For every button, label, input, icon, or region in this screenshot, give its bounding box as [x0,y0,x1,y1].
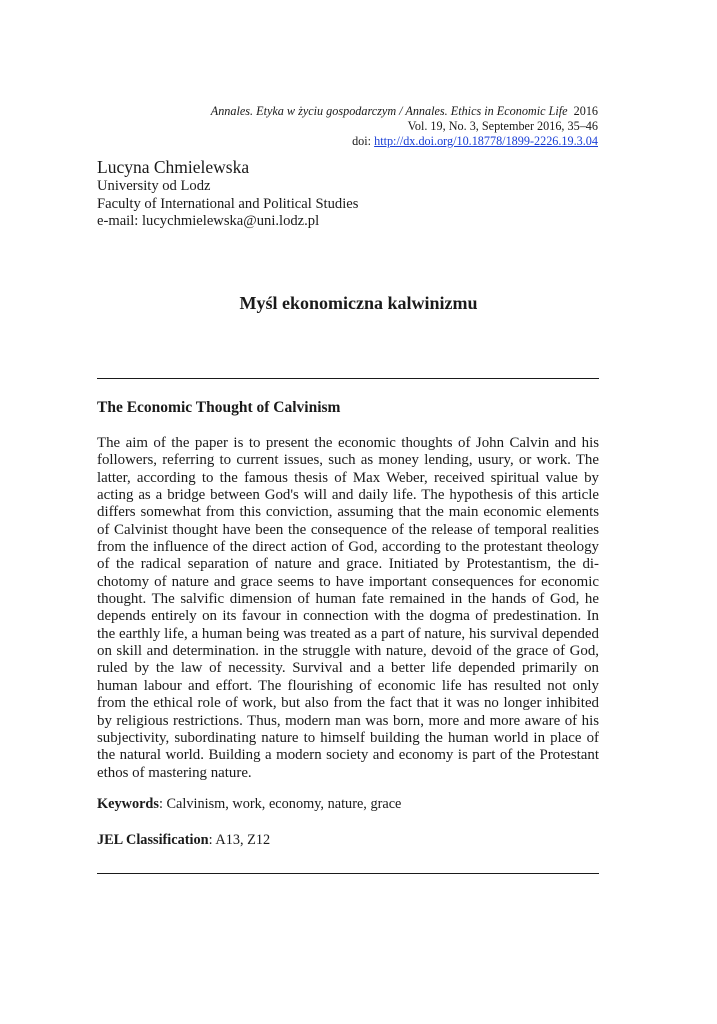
doi-line [211,134,598,149]
keywords-line: Keywords: Calvinism, work, economy, nature, grace [97,796,402,812]
journal-year: 2016 [573,104,598,118]
journal-title: Annales. Etyka w życiu gospodarczym / Annales. Ethics in Economic Life [210,104,568,118]
jel-classification-line: JEL Classification: A13, Z12 [97,832,271,848]
article-title-english: The Economic Thought of Calvinism [97,399,341,416]
doi-label: doi: [352,134,372,148]
author-name: Lucyna Chmielewska [97,157,250,177]
jel-label: JEL Classification [97,832,209,848]
journal-header [211,104,598,149]
journal-line [211,104,598,119]
keywords-value: Calvinism, work, economy, nature, grace [166,796,402,812]
author-faculty: Faculty of International and Political Studies [97,195,359,212]
volume-line: Vol. 19, No. 3, September 2016, 35–46 [407,119,598,133]
article-title-polish: Myśl ekonomiczna kalwinizmu [239,293,478,313]
jel-value: A13, Z12 [215,832,271,848]
bottom-divider [97,873,599,874]
top-divider [97,378,599,379]
keywords-label: Keywords [97,796,159,812]
doi-link[interactable]: http://dx.doi.org/10.18778/1899-2226.19.3.04 [374,134,598,148]
author-block [97,156,358,231]
author-university: University od Lodz [97,178,211,194]
author-email: e-mail: lucychmielewska@uni.lodz.pl [97,213,320,230]
abstract-text: The aim of the paper is to present the economic thoughts of John Calvin and his followers, referring to current issues, such as money lending, usury, or work. The latter, according to the famous thesis of Max Weber, received spiritual value by acting as a bridge between God's will and daily life. The hypothesis of this article differs somewhat from this conviction, assuming that the main economic elements of Calvinist thought have been the consequence of the release of temporal realities from the influence of the direct action of God, according to the protestant theology of the radical separation of nature and grace. Initiated by Protestantism, the dichotomy of nature and grace seems to have important consequences for economic thought. The salvific dimension of human fate remained in the hands of God, he depends entirely on its favour in connection with the dogma of predestination. In the earthly life, a human being was treated as a part of nature, his survival depended on skill and determination. in the struggle with nature, devoid of the grace of God, ruled by the law of necessity. Survival and a better life depended primarily on human labour and effort. The flourishing of economic life has resulted not only from the ethical role of work, but also from the fact that it was no longer inhibited by religious restrictions. Thus, modern man was born, more and more aware of his subjectivity, subordinating nature to himself building the human world in place of the natural world. Building a modern society and economy is part of the Protestant ethos of mastering nature. [97,435,599,781]
